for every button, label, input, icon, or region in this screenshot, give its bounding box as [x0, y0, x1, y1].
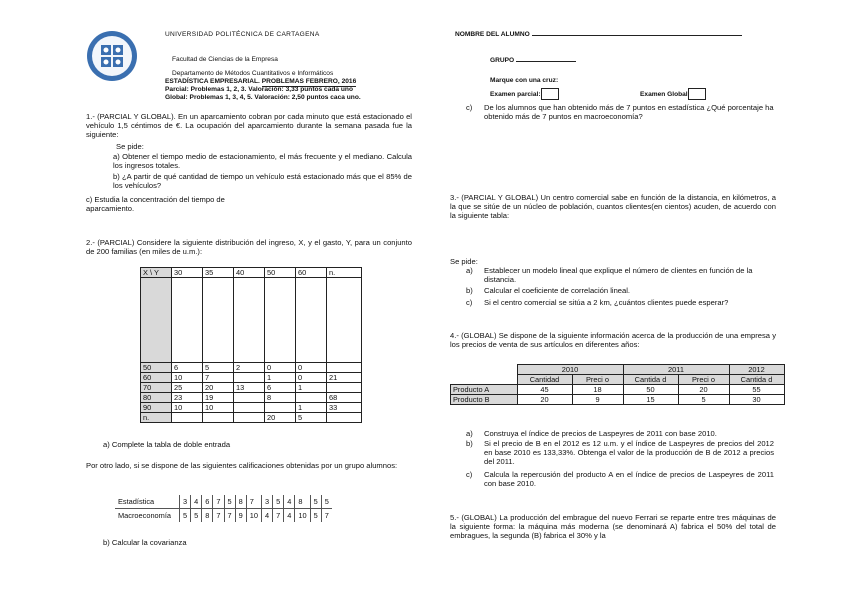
university-name: UNIVERSIDAD POLITÉCNICA DE CARTAGENA: [165, 31, 320, 38]
department-name: Departamento de Métodos Cuantitativos e Informáticos: [172, 70, 334, 77]
course-title: ESTADÍSTICA EMPRESARIAL. PROBLEMAS FEBRERO, 2016: [165, 78, 357, 85]
year-2012: 2012: [729, 365, 784, 375]
problem-2-item-b: b) Calcular la covarianza: [103, 538, 187, 547]
problem-2-other: Por otro lado, si se dispone de las siguientes calificaciones obtenidas por un grupo alumnos:: [86, 461, 398, 470]
production-year-row: [451, 365, 785, 375]
faculty-name: Facultad de Ciencias de la Empresa: [172, 56, 278, 63]
problem-1-item-a: a) Obtener el tiempo medio de estacionamiento, el más frecuente y el mediano. Calcula los ingresos totales.: [113, 152, 412, 170]
grades-table: [115, 495, 332, 522]
problem-3-item-c-label: c): [466, 298, 473, 307]
problem-4-item-b: Si el precio de B en el 2012 es 12 u.m. y el índice de Laspeyres de precios del 2012 en base 2010 es 133,33%. Obtenga el valor de la producción de B de 2012 a precios del 2011.: [484, 439, 774, 466]
problem-5-intro: 5.- (GLOBAL) La producción del embrague del nuevo Ferrari se reparte entre tres máquinas de la siguiente forma: la máquina más moderna (se denominará A) fabrica el 50% del total de embragues, la segunda (B) fabrica el 30% y la: [450, 513, 776, 540]
table-row: 60 10 7 1 0 21: [141, 373, 362, 383]
university-logo: [86, 30, 138, 82]
global-exam-checkbox[interactable]: Examen Global: [640, 88, 706, 100]
problem-3-item-b: Calcular el coeficiente de correlación lineal.: [484, 286, 631, 295]
table-header-cell: 40: [234, 268, 265, 278]
problem-1-item-c: c) Estudia la concentración del tiempo de aparcamiento.: [86, 195, 225, 213]
grades-row-statistics: Estadística 3 4 6 7 5 8 7 3 5 4 8 5 5: [115, 495, 332, 509]
problem-4-item-c-label: c): [466, 470, 473, 479]
problem-1-se-pide: Se pide:: [116, 142, 144, 151]
table-header-cell: 30: [172, 268, 203, 278]
group-label: GRUPO: [490, 57, 576, 65]
grades-row-label: Macroeconomía: [118, 511, 171, 520]
table-row: Producto A 45 18 50 20 55: [451, 385, 785, 395]
distribution-table: [140, 267, 362, 423]
table-header-cell: 60: [296, 268, 327, 278]
table-row: n. 20 5: [141, 413, 362, 423]
table-row: 70 25 20 13 6 1: [141, 383, 362, 393]
table-header-row: [141, 268, 362, 278]
partial-exam-checkbox[interactable]: Examen parcial:: [490, 88, 559, 100]
problem-2-intro: 2.- (PARCIAL) Considere la siguiente distribución del ingreso, X, y el gasto, Y, para un conjunto de 200 familias (en miles de u.m.):: [86, 238, 412, 256]
student-name-label: NOMBRE DEL ALUMNO: [455, 31, 742, 39]
table-row: 80 23 19 8 68: [141, 393, 362, 403]
table-header-cell: 35: [203, 268, 234, 278]
table-row: 90 10 10 1 33: [141, 403, 362, 413]
problem-4-intro: 4.- (GLOBAL) Se dispone de la siguiente información acerca de la producción de una empresa y los precios de venta de sus artículos en diferentes años:: [450, 331, 776, 349]
problem-4-item-a-label: a): [466, 429, 473, 438]
table-header-cell: 50: [265, 268, 296, 278]
problem-4-item-b-label: b): [466, 439, 473, 448]
problem-3-item-a-label: a): [466, 266, 473, 275]
problem-3-item-a: Establecer un modelo lineal que explique el número de clientes en función de la distancia.: [484, 266, 753, 284]
production-subheader-row: Cantidad Preci o Cantida d Preci o Cantida d: [451, 375, 785, 385]
problem-3-item-b-label: b): [466, 286, 473, 295]
problem-3-se-pide: Se pide:: [450, 257, 478, 266]
table-header-cell: n.: [327, 268, 362, 278]
problem-1-intro: 1.- (PARCIAL Y GLOBAL). En un aparcamiento cobran por cada minuto que está estacionado el vehículo 1,5 céntimos de €. La ocupación del aparcamiento durante la semana pasada fue la siguiente:: [86, 112, 412, 139]
table-row: Producto B 20 9 15 5 30: [451, 395, 785, 405]
table-row: 50 6 5 2 0 0: [141, 363, 362, 373]
problem-3-item-c: Si el centro comercial se sitúa a 2 km, ¿cuántos clientes puede esperar?: [484, 298, 729, 307]
partial-valuation: Parcial: Problemas 1, 2, 3. Valoración: 3,33 puntos cada uno: [165, 86, 353, 93]
table-spacer-row: [141, 278, 362, 363]
year-2011: 2011: [623, 365, 729, 375]
problem-1-item-b: b) ¿A partir de qué cantidad de tiempo un vehículo está estacionado más que el 85% de los vehículos?: [113, 172, 412, 190]
table-header-cell: X \ Y: [141, 268, 172, 278]
global-valuation: Global: Problemas 1, 3, 4, 5. Valoración: 2,50 puntos caca uno.: [165, 94, 361, 101]
problem-2-item-c-label: c): [466, 103, 473, 112]
production-table: [450, 364, 785, 405]
grades-row-label: Estadística: [115, 495, 180, 509]
problem-4-item-a: Construya el índice de precios de Laspeyres de 2011 con base 2010.: [484, 429, 717, 438]
problem-2-item-a: a) Complete la tabla de doble entrada: [103, 440, 231, 449]
year-2010: 2010: [517, 365, 623, 375]
cross-instruction: Marque con una cruz:: [490, 77, 559, 84]
problem-2-item-c: De los alumnos que han obtenido más de 7 puntos en estadística ¿Qué porcentaje ha obtenido más de 7 puntos en macroeconomía?: [484, 103, 774, 121]
problem-3-intro: 3.- (PARCIAL Y GLOBAL) Un centro comercial sabe en función de la distancia, en kilómetros, a la que se sitúe de un núcleo de población, cuantos clientes(en cientos) acuden, de acuerdo con la siguiente tabla:: [450, 193, 776, 220]
grades-row-macro: Macroeconomía 5 5 8 7 7 9 10 4 7 4 10 5 7: [115, 509, 332, 523]
problem-4-item-c: Calcula la repercusión del producto A en el índice de precios de Laspeyres de 2011 con base 2010.: [484, 470, 774, 488]
